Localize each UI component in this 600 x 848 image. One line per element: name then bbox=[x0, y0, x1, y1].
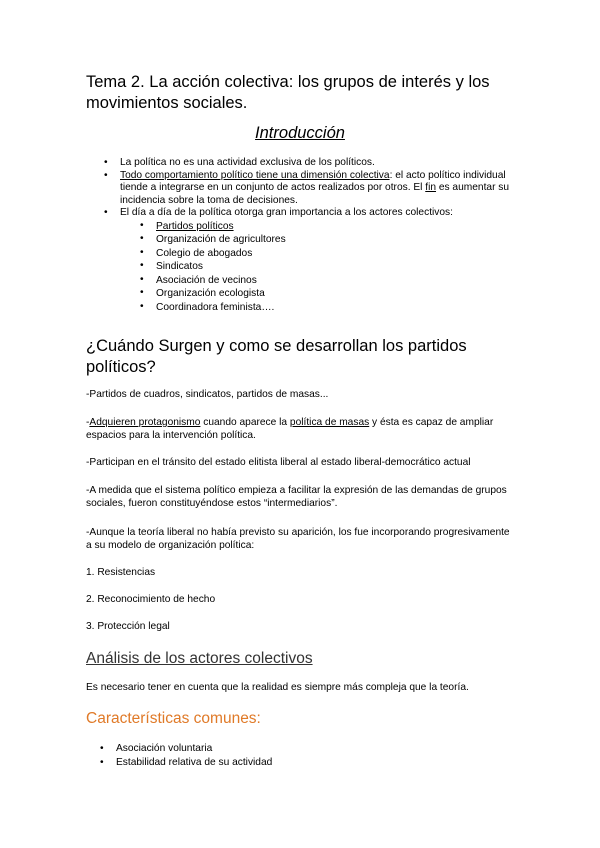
bullet-icon: • bbox=[140, 287, 144, 298]
numbered-item: 3. Protección legal bbox=[86, 621, 170, 632]
numbered-item: 2. Reconocimiento de hecho bbox=[86, 594, 216, 605]
numbered-item: 1. Resistencias bbox=[86, 567, 156, 578]
page-title: Tema 2. La acción colectiva: los grupos de interés y los movimientos sociales. bbox=[86, 73, 490, 112]
bullet-icon: • bbox=[104, 207, 108, 218]
intro-bullet-list bbox=[104, 157, 524, 314]
bullet-icon: • bbox=[104, 169, 108, 181]
list-item: • Organización de agricultores bbox=[140, 233, 286, 245]
underlined-word: fin bbox=[425, 182, 437, 193]
paragraph: -Aunque la teoría liberal no había previsto su aparición, los fue incorporando progresivamente a su modelo de organización política: bbox=[86, 527, 510, 551]
list-item bbox=[104, 157, 524, 170]
list-item: • Asociación voluntaria bbox=[100, 743, 213, 754]
bullet-icon: • bbox=[104, 157, 108, 168]
list-item bbox=[104, 170, 524, 208]
paragraph: -Partidos de cuadros, sindicatos, partidos de masas... bbox=[86, 389, 329, 400]
list-item: • Sindicatos bbox=[140, 260, 204, 272]
paragraph: -Adquieren protagonismo cuando aparece la política de masas y ésta es capaz de ampliar espacios para la intervención política. bbox=[86, 417, 494, 441]
bullet-icon: • bbox=[140, 260, 144, 271]
list-item: • Organización ecologista bbox=[140, 287, 265, 299]
bullet-icon: • bbox=[100, 743, 104, 754]
paragraph: Es necesario tener en cuenta que la realidad es siempre más compleja que la teoría. bbox=[86, 682, 469, 693]
section-heading-analisis: Análisis de los actores colectivos bbox=[86, 650, 313, 667]
list-item: • Asociación de vecinos bbox=[140, 273, 257, 286]
caracteristicas-bullet-list bbox=[100, 742, 500, 769]
bullet-icon: • bbox=[140, 233, 144, 244]
bullet-text: El día a día de la política otorga gran importancia a los actores colectivos: bbox=[120, 207, 453, 218]
intro-heading: Introducción bbox=[255, 124, 345, 142]
sub-bullet-list bbox=[140, 220, 524, 315]
bullet-text: Todo comportamiento político tiene una dimensión colectiva: el acto político individual tiende a integrarse en un conjunto de actos realizados por otros. El fin es aumentar su incidencia sobre la toma de decisiones. bbox=[120, 169, 510, 206]
bullet-icon: • bbox=[140, 219, 144, 231]
list-item: • Partidos políticos bbox=[140, 219, 234, 232]
section-heading-partidos: ¿Cuándo Surgen y como se desarrollan los partidos políticos? bbox=[86, 337, 467, 376]
bullet-text: La política no es una actividad exclusiva de los políticos. bbox=[120, 157, 375, 168]
underlined-phrase: Todo comportamiento político tiene una dimensión colectiva bbox=[120, 169, 390, 181]
bullet-icon: • bbox=[140, 300, 144, 312]
paragraph: -Participan en el tránsito del estado elitista liberal al estado liberal-democrático actual bbox=[86, 457, 471, 468]
bullet-icon: • bbox=[140, 246, 144, 258]
list-item bbox=[104, 207, 524, 220]
paragraph: -A medida que el sistema político empieza a facilitar la expresión de las demandas de grupos sociales, fueron constituyéndose estos “intermediarios”. bbox=[86, 485, 507, 509]
list-item: • Coordinadora feminista…. bbox=[140, 300, 275, 313]
bullet-icon: • bbox=[140, 273, 144, 285]
list-item: • Colegio de abogados bbox=[140, 246, 253, 259]
list-item: • Estabilidad relativa de su actividad bbox=[100, 756, 273, 768]
section-heading-caracteristicas: Características comunes: bbox=[86, 710, 261, 727]
bullet-icon: • bbox=[100, 756, 104, 768]
